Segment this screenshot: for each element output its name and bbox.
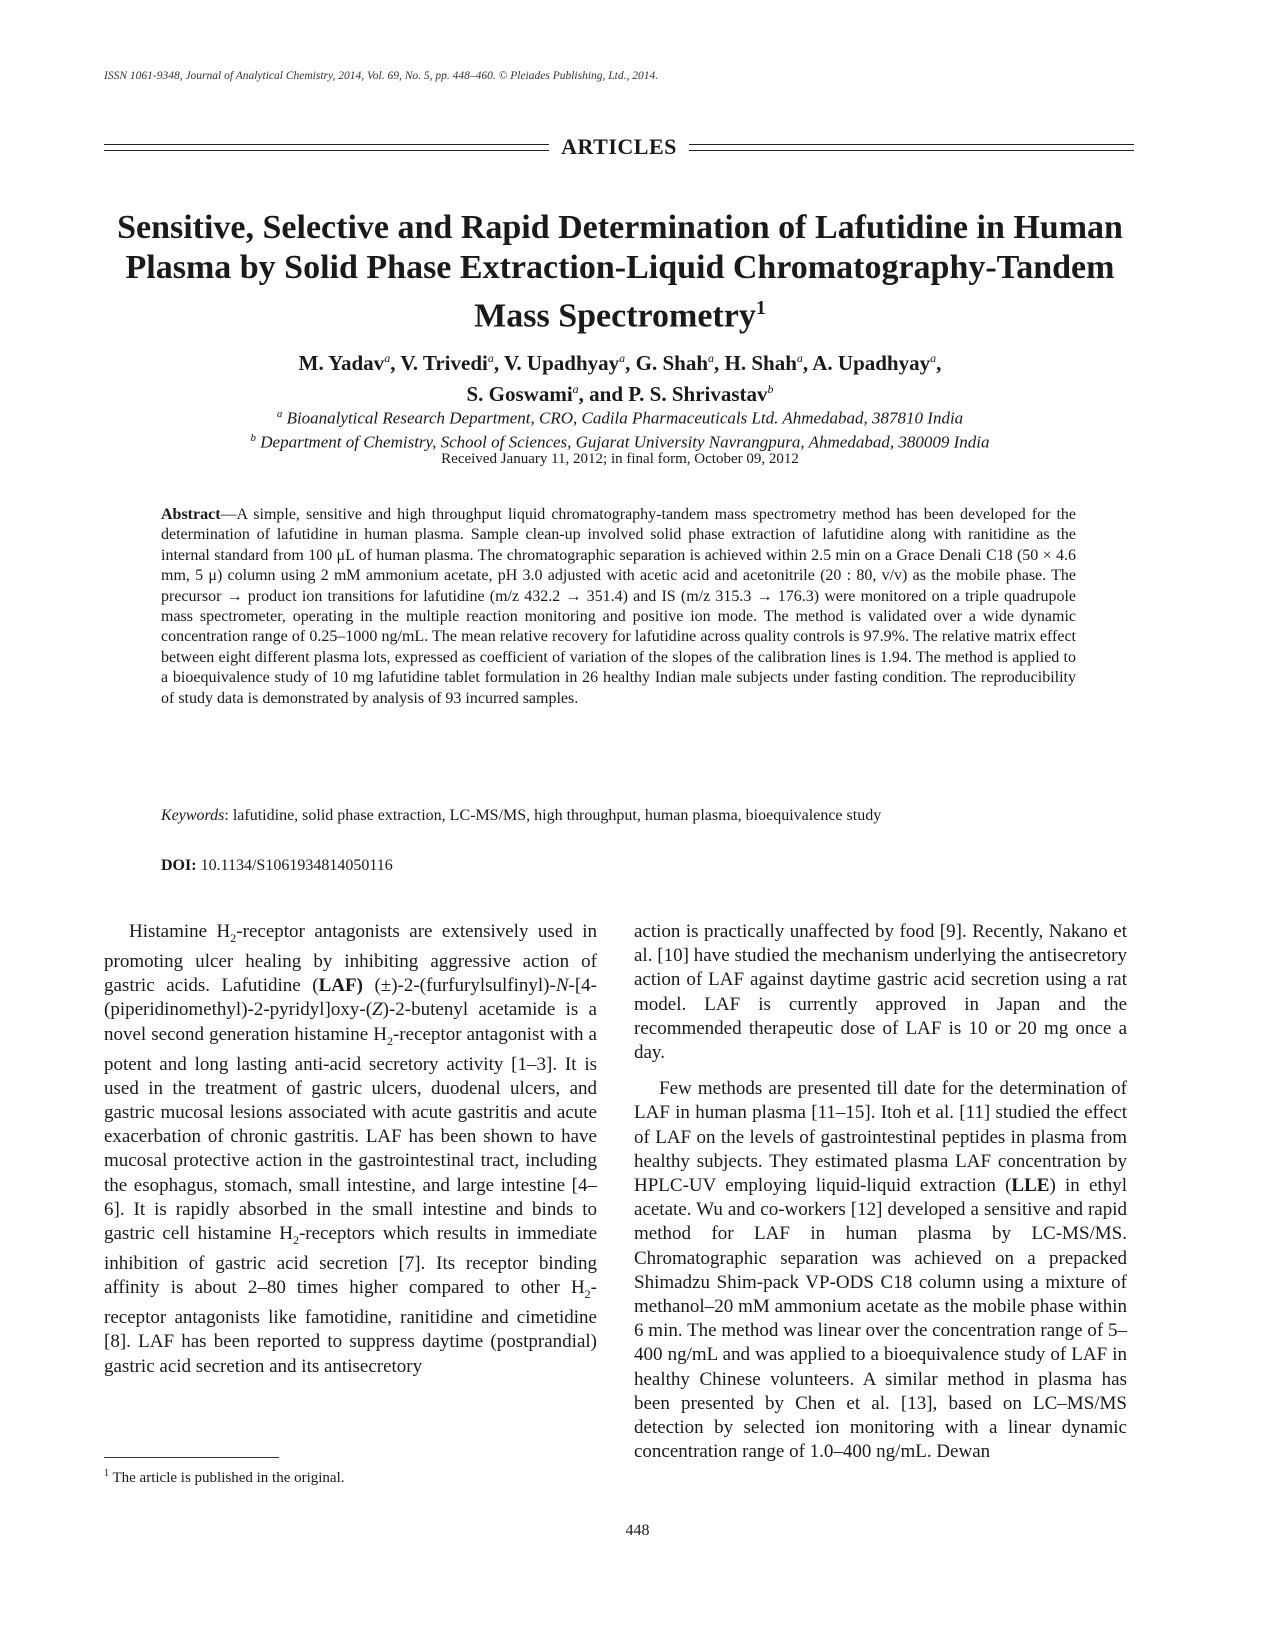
keywords xyxy=(161,806,1076,826)
abbreviation-bold: LAF) xyxy=(318,975,363,997)
text-run: -receptor antagonist with a potent and long lasting anti-acid secretory activity [1–3]. It is used in the treatment of gastric ulcers, duodenal ulcers, and gastric mucosal lesions associated with acute gastritis and acute exacerbation of chronic gastritis. LAF has been shown to have mucosal protective action in the gastrointestinal tract, including the esophagus, stomach, small intestine, and large intestine [4–6]. It is rapidly absorbed in the small intestine and binds to gastric cell histamine H xyxy=(104,1023,597,1245)
keywords-text: : lafutidine, solid phase extraction, LC-MS/MS, high throughput, human plasma, bioequivalence study xyxy=(224,807,882,824)
author-separator: , xyxy=(936,351,942,375)
author-separator: , xyxy=(390,351,401,375)
text-run: )-2-butenyl acetamide is a novel second generation histamine H xyxy=(104,999,597,1045)
subscript: 2 xyxy=(292,1232,299,1247)
author-separator: , xyxy=(714,351,725,375)
author: P. S. Shrivastav xyxy=(628,382,768,406)
affiliation-text: Department of Chemistry, School of Sciences, Gujarat University Navrangpura, Ahmedabad, 380009 India xyxy=(260,432,990,452)
author-separator: , xyxy=(493,351,504,375)
text-run: -receptor antagonists are extensively used in promoting ulcer healing by inhibiting aggressive action of gastric acids. Lafutidine ( xyxy=(104,921,597,997)
title-text: Sensitive, Selective and Rapid Determination of Lafutidine in Human Plasma by Solid Phase Extraction-Liquid Chromatography-Tandem Mass Spectrometry xyxy=(117,209,1123,335)
journal-citation: ISSN 1061-9348, Journal of Analytical Chemistry, 2014, Vol. 69, No. 5, pp. 448–460. © Pleiades Publishing, Ltd., 2014. xyxy=(104,70,659,82)
subscript: 2 xyxy=(584,1287,591,1302)
abstract xyxy=(161,505,1076,709)
author-separator: , xyxy=(802,351,813,375)
author: S. Goswami xyxy=(466,382,573,406)
affiliation-text: Bioanalytical Research Department, CRO, Cadila Pharmaceuticals Ltd. Ahmedabad, 387810 India xyxy=(286,408,964,428)
body-paragraph xyxy=(104,920,597,1379)
author-affil-mark: a xyxy=(796,351,803,365)
author-affil-mark: a xyxy=(384,351,391,365)
author: A. Upadhyay xyxy=(812,351,931,375)
author-affil-mark: a xyxy=(572,382,579,396)
text-run: -receptors which results in immediate inhibition of gastric acid secretion [7]. Its receptor binding affinity is about 2–80 times higher compared to other H xyxy=(104,1223,597,1299)
double-rule-left xyxy=(104,144,549,151)
abstract-text: —A simple, sensitive and high throughput liquid chromatography-tandem mass spectrometry method has been developed for the determination of lafutidine in human plasma. Sample clean-up involved solid phase extraction of lafutidine along with ranitidine as the internal standard from 100 μL of human plasma. The chromatographic separation is achieved within 2.5 min on a Grace Denali C18 (50 × 4.6 mm, 5 μ) column using 2 mM ammonium acetate, pH 3.0 adjusted with acetic acid and acetonitrile (20 : 80, v/v) as the mobile phase. The precursor → product ion transitions for lafutidine (m/z 432.2 → 351.4) and IS (m/z 315.3 → 176.3) were monitored on a triple quadrupole mass spectrometer, operating in the multiple reaction monitoring and positive ion mode. The method is validated over a wide dynamic concentration range of 0.25–1000 ng/mL. The mean relative recovery for lafutidine across quality controls is 97.9%. The relative matrix effect between eight different plasma lots, expressed as coefficient of variation of the slopes of the calibration lines is 1.94. The method is applied to a bioequivalence study of 10 mg lafutidine tablet formulation in 26 healthy Indian male subjects under fasting condition. The reproducibility of study data is demonstrated by analysis of 93 incurred samples. xyxy=(161,506,1076,707)
page-number: 448 xyxy=(625,1522,650,1539)
affiliation-b xyxy=(100,427,1140,454)
section-label: ARTICLES xyxy=(561,134,677,159)
author-separator: , xyxy=(625,351,636,375)
body-column-left xyxy=(104,920,597,1379)
author: V. Trivedi xyxy=(400,351,488,375)
body-paragraph: action is practically unaffected by food [9]. Recently, Nakano et al. [10] have studied the mechanism underlying the antisecretory action of LAF against daytime gastric acid secretion using a rat model. LAF is currently approved in Japan and the recommended therapeutic dose of LAF is 10 or 20 mg once a day. xyxy=(634,921,1127,1064)
text-run: Few methods are presented till date for the determination of LAF in human plasma [11–15]. Itoh et al. [11] studied the effect of LAF on the levels of gastrointestinal peptides in plasma from healthy subjects. They estimated plasma LAF concentration by HPLC-UV employing liquid-liquid extraction ( xyxy=(634,1078,1127,1197)
double-rule-right xyxy=(689,144,1134,151)
author-affil-mark: b xyxy=(767,382,774,396)
author: M. Yadav xyxy=(298,351,385,375)
author: V. Upadhyay xyxy=(503,351,620,375)
section-header xyxy=(104,132,1134,162)
abstract-heading: Abstract xyxy=(161,506,221,523)
italic-text: Z xyxy=(372,999,383,1021)
author: H. Shah xyxy=(724,351,797,375)
footnote-mark: 1 xyxy=(104,1468,109,1479)
text-run: -receptor antagonists like famotidine, ranitidine and cimetidine [8]. LAF has been reported to suppress daytime (postprandial) gastric acid secretion and its antisecretory xyxy=(104,1277,597,1377)
title-footnote-mark: 1 xyxy=(755,297,766,319)
author-list xyxy=(100,345,1140,407)
affiliation-mark: b xyxy=(250,432,257,444)
text-run: -[4-(piperidinomethyl)-2-pyridyl]oxy-( xyxy=(104,975,597,1021)
italic-text: N xyxy=(555,975,569,997)
doi-heading: DOI: xyxy=(161,857,197,874)
author-separator: , and xyxy=(578,382,629,406)
affiliation-mark: a xyxy=(276,408,283,420)
abbreviation-bold: LLE xyxy=(1011,1175,1050,1197)
footnote-divider xyxy=(104,1457,279,1458)
doi-value: 10.1134/S1061934814050116 xyxy=(200,857,393,874)
footnote xyxy=(104,1468,345,1487)
footnote-text: The article is published in the original. xyxy=(109,1470,345,1486)
author-affil-mark: a xyxy=(619,351,626,365)
article-title xyxy=(90,208,1150,336)
keywords-heading: Keywords xyxy=(161,807,225,824)
author: G. Shah xyxy=(635,351,709,375)
author-affil-mark: a xyxy=(930,351,937,365)
text-run: ) in ethyl acetate. Wu and co-workers [12] developed a sensitive and rapid method for LAF in human plasma by LC-MS/MS. Chromatographic separation was achieved on a prepacked Shimadzu Shim-pack VP-ODS C18 column using a mixture of methanol–20 mM ammonium acetate as the mobile phase within 6 min. The method was linear over the concentration range of 5–400 ng/mL and was applied to a bioequivalence study of LAF in healthy Chinese volunteers. A similar method in plasma has been presented by Chen et al. [13], based on LC–MS/MS detection by selected ion monitoring with a linear dynamic concentration range of 1.0–400 ng/mL. Dewan xyxy=(634,1175,1127,1463)
author-affil-mark: a xyxy=(708,351,715,365)
text-run: (±)-2-(furfurylsulfinyl)- xyxy=(362,975,556,997)
subscript: 2 xyxy=(386,1033,393,1048)
body-paragraph xyxy=(634,1077,1127,1464)
author-affil-mark: a xyxy=(487,351,494,365)
subscript: 2 xyxy=(230,930,237,945)
doi xyxy=(161,857,393,875)
received-dates: Received January 11, 2012; in final form, October 09, 2012 xyxy=(441,451,799,467)
affiliation-a xyxy=(100,403,1140,430)
body-column-right xyxy=(634,920,1127,1464)
text-run: Histamine H xyxy=(129,921,231,942)
